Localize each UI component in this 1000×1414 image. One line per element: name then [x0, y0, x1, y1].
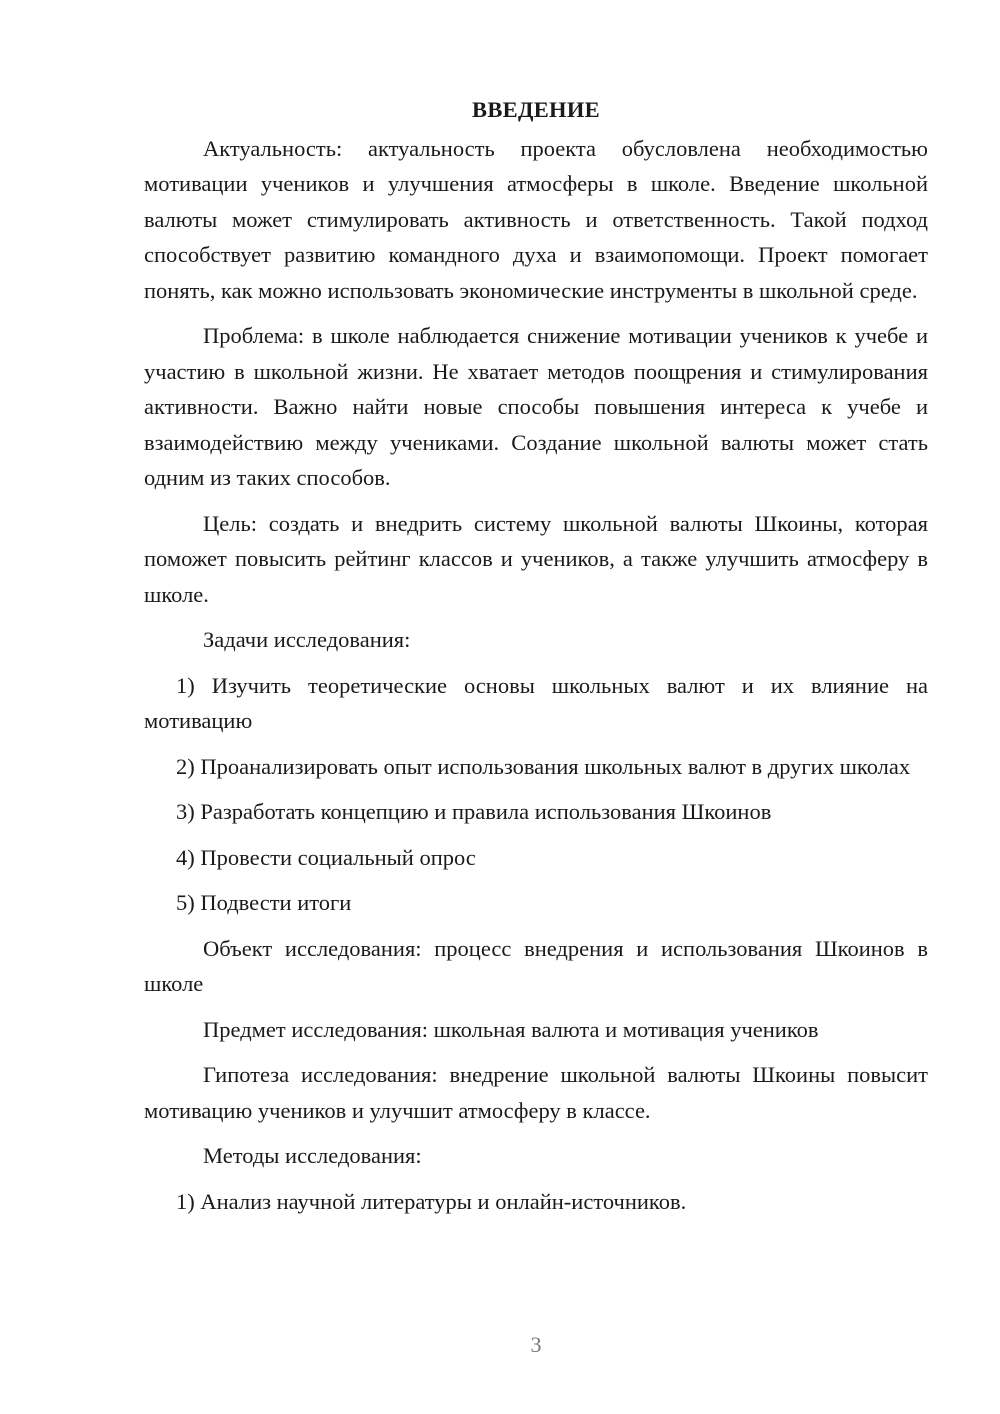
task-item-3: 3) Разработать концепцию и правила использования Шкоинов [176, 799, 772, 824]
paragraph-subject: Предмет исследования: школьная валюта и мотивация учеников [203, 1016, 819, 1042]
paragraph-goal: Цель: создать и внедрить систему школьной валюты Шкоины, которая поможет повысить рейтинг классов и учеников, а также улучшить атмосферу в школе. [144, 510, 928, 607]
page-number: 3 [530, 1332, 542, 1357]
section-title: ВВЕДЕНИЕ [472, 97, 600, 122]
paragraph-object: Объект исследования: процесс внедрения и использования Шкоинов в школе [144, 935, 928, 996]
methods-heading: Методы исследования: [203, 1143, 422, 1168]
method-item-1: 1) Анализ научной литературы и онлайн-источников. [176, 1188, 687, 1214]
task-item-4: 4) Провести социальный опрос [176, 844, 476, 870]
paragraph-hypothesis: Гипотеза исследования: внедрение школьной валюты Шкоины повысит мотивацию учеников и улучшит атмосферу в классе. [144, 1062, 928, 1123]
tasks-heading: Задачи исследования: [203, 627, 411, 652]
paragraph-problem: Проблема: в школе наблюдается снижение мотивации учеников к учебе и участию в школьной жизни. Не хватает методов поощрения и стимулирования активности. Важно найти новые способы повышения интереса к учебе и взаимодействию между учениками. Создание школьной валюты может стать одним из таких способов. [144, 323, 928, 490]
paragraph-relevance: Актуальность: актуальность проекта обусловлена необходимостью мотивации учеников и улучшения атмосферы в школе. Введение школьной валюты может стимулировать активность и ответственность. Такой подход способствует развитию командного духа и взаимопомощи. Проект помогает понять, как можно использовать экономические инструменты в школьной среде. [144, 135, 928, 303]
task-item-5: 5) Подвести итоги [176, 890, 352, 915]
task-item-2: 2) Проанализировать опыт использования школьных валют в других школах [176, 753, 911, 779]
page-content [144, 92, 928, 1229]
task-item-1: 1) Изучить теоретические основы школьных валют и их влияние на мотивацию [144, 672, 928, 733]
